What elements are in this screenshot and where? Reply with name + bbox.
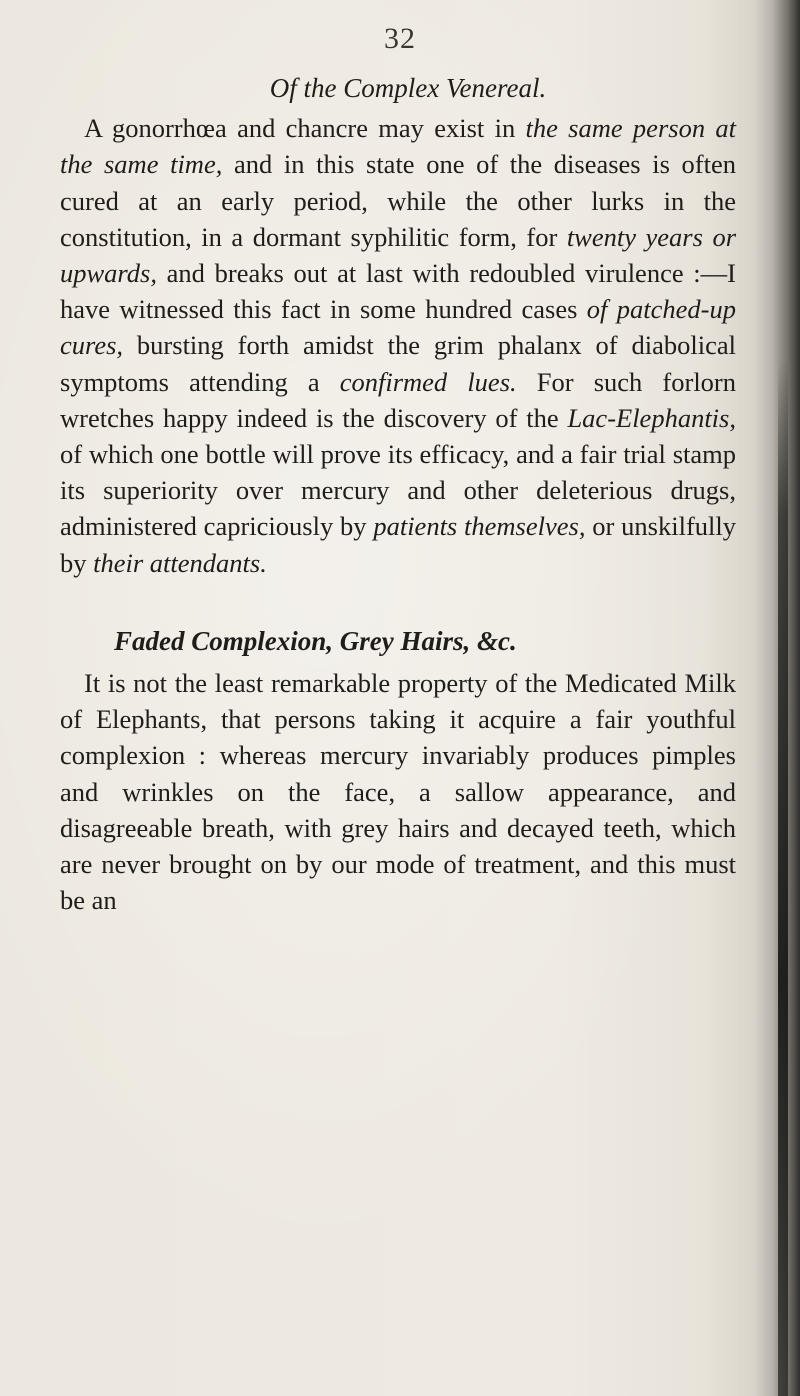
- italic-run: patients themselves,: [373, 511, 586, 542]
- italic-run: the same person at the same time,: [60, 113, 736, 180]
- text-run: and breaks out at last with redoubled virulence :—I have witnessed this fact in some hundred cases: [60, 258, 736, 325]
- text-run: of which one bottle will prove its efficacy, and a fair trial stamp its superiority over mercury and other deleterious drugs, administered capriciously by: [60, 439, 736, 542]
- italic-run: their attendants.: [93, 547, 267, 578]
- text-run: and in this state one of the diseases is often cured at an early period, while the other lurks in the constitution, in a dormant syphilitic form, for: [60, 149, 736, 252]
- page-number: 32: [384, 22, 416, 55]
- paragraph-complex-venereal: [60, 110, 736, 581]
- text-run: For such forlorn wretches happy indeed is the discovery of the: [60, 366, 737, 433]
- section-heading-faded-complexion: Faded Complexion, Grey Hairs, &c.: [114, 625, 517, 656]
- text-run: bursting forth amidst the grim phalanx of diabolical symptoms attending a: [60, 330, 736, 397]
- page-gutter-shadow: [754, 0, 800, 1396]
- text-run: or unskilfully by: [60, 511, 737, 578]
- section-heading-complex-venereal: Of the Complex Venereal.: [269, 73, 547, 103]
- italic-run: of patched-up cures,: [60, 294, 736, 361]
- italic-run: twenty years or upwards,: [60, 221, 737, 289]
- italic-run: confirmed lues.: [339, 366, 517, 397]
- text-run: A gonorrhœa and chancre may exist in: [84, 113, 526, 144]
- paragraph-faded-complexion: [60, 665, 736, 918]
- page-body: [60, 70, 736, 918]
- binding-edge: [778, 360, 788, 1396]
- italic-run: Lac-Elephantis,: [567, 402, 736, 433]
- text-run: It is not the least remarkable property of the Medicated Milk of Elephants, that persons taking it acquire a fair youthful complexion : whereas mercury invariably produces pimples and wrinkles on the face, a sallow appearance, and disagreeable breath, with grey hairs and decayed teeth, which are never brought on by our mode of treatment, and this must be an: [60, 668, 736, 916]
